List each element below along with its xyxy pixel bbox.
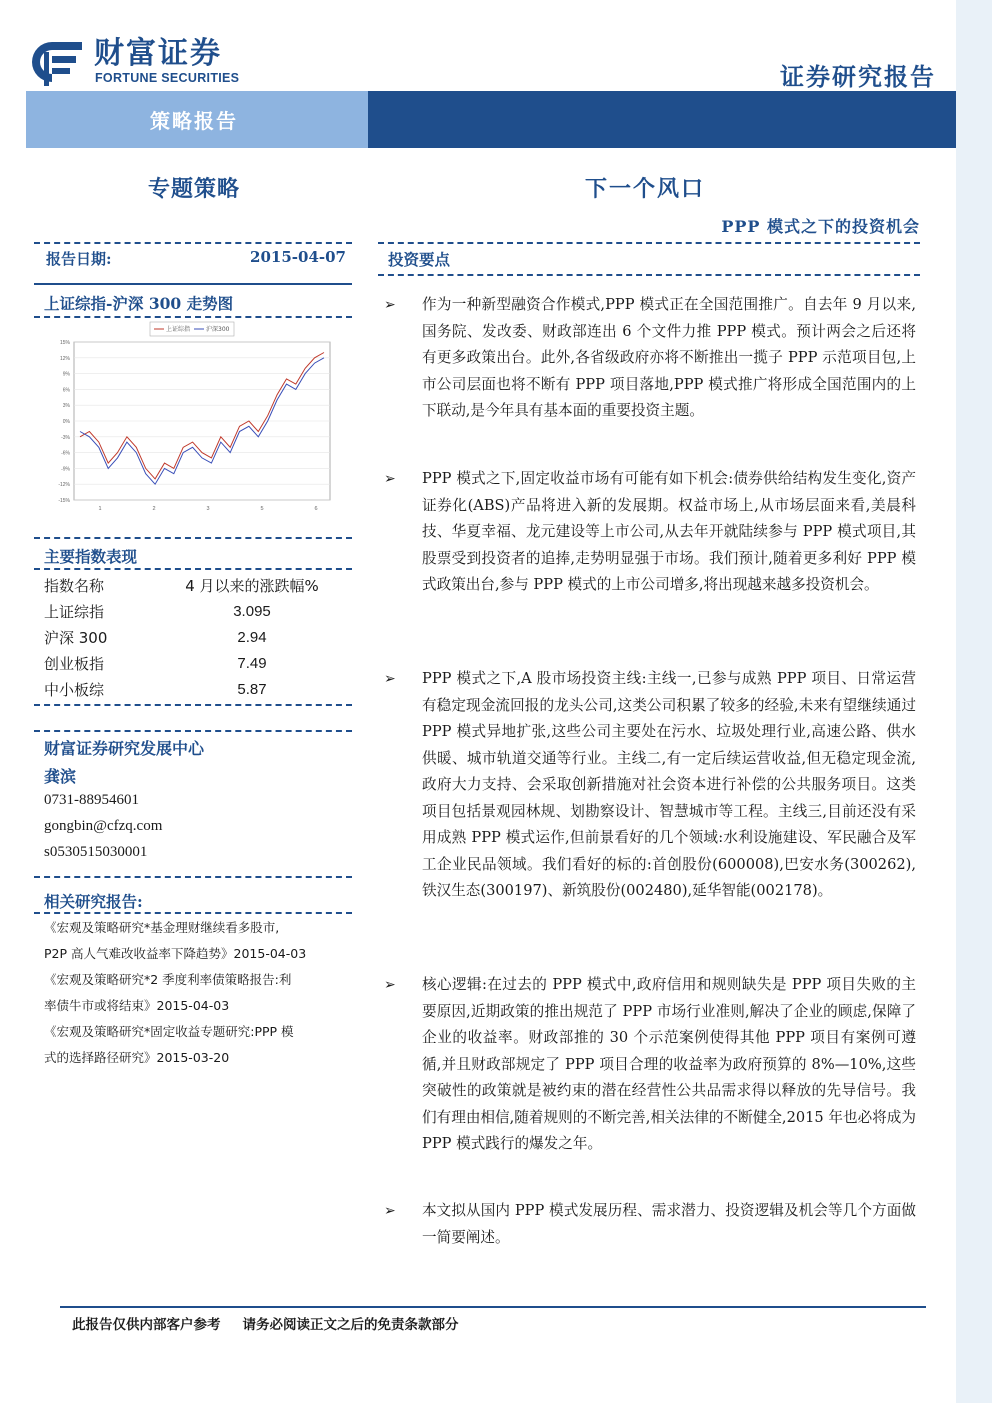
banner-label: 策略报告 bbox=[150, 109, 238, 133]
key-point-text: 作为一种新型融资合作模式,PPP 模式正在全国范围推广。自去年 9 月以来,国务院、发改委、财政部连出 6 个文件力推 PPP 模式。预计两会之后还将有更多政策出台。此外,各省级政府亦将不断推出一揽子 PPP 示范项目包,上市公司层面也将不断有 PPP 项目落地,PPP 模式推广将形成全国范围内的上下联动,是今年具有基本面的重要投资主题。 bbox=[422, 296, 916, 419]
index-performance-table bbox=[44, 572, 340, 702]
key-point-text: 本文拟从国内 PPP 模式发展历程、需求潜力、投资逻辑及机会等几个方面做一简要阐述。 bbox=[422, 1202, 916, 1246]
divider bbox=[34, 730, 352, 732]
index-trend-chart bbox=[34, 320, 350, 520]
bullet-arrow-icon: ➢ bbox=[384, 977, 396, 993]
index-name: 中小板综 bbox=[44, 680, 105, 699]
research-center-title: 财富证券研究发展中心 bbox=[44, 739, 205, 758]
related-reports-title: 相关研究报告: bbox=[44, 892, 143, 911]
divider bbox=[378, 274, 920, 276]
key-point-text: 核心逻辑:在过去的 PPP 模式中,政府信用和规则缺失是 PPP 项目失败的主要原因,近期政策的推出规范了 PPP 市场行业准则,解决了企业的顾虑,保障了企业的收益率。财政部推的 30 个示范案例使得其他 PPP 项目有案例可遵循,并且财政部规定了 PPP 项目合理的收益率为政府预算的 8%—10%,这些突破性的政策就是被约束的潜在经营性公共品需求得以释放的先导信号。我们有理由相信,随着规则的不断完善,相关法律的不断健全,2015 年也必将成为 PPP 模式践行的爆发之年。 bbox=[422, 976, 916, 1152]
related-reports-list bbox=[44, 915, 348, 1071]
table-row bbox=[44, 676, 340, 702]
footer-right-text: 请务必阅读正文之后的免责条款部分 bbox=[242, 1317, 459, 1333]
key-point-text: PPP 模式之下,固定收益市场有可能有如下机会:债券供给结构发生变化,资产证券化(ABS)产品将进入新的发展期。权益市场上,从市场层面来看,美晨科技、华夏幸福、龙元建设等上市公司,从去年开就陆续参与 PPP 模式项目,其股票受到投资者的追捧,走势明显强于市场。我们预计,随着更多利好 PPP 模式政策出台,参与 PPP 模式的上市公司增多,将出现越来越多投资机会。 bbox=[422, 470, 916, 593]
related-report-line[interactable]: 式的选择路径研究》2015-03-20 bbox=[44, 1050, 230, 1065]
page-title: 下一个风口 bbox=[585, 176, 706, 202]
y-tick-label: -6% bbox=[61, 450, 70, 457]
index-value: 5.87 bbox=[237, 680, 267, 698]
related-report-line[interactable]: 《宏观及策略研究*基金理财继续看多股市, bbox=[44, 920, 280, 935]
x-tick-label: 5 bbox=[260, 506, 264, 512]
chart-title: 上证综指-沪深 300 走势图 bbox=[44, 294, 234, 313]
footer-divider bbox=[60, 1306, 926, 1308]
y-tick-label: 3% bbox=[62, 403, 70, 410]
x-tick-label: 1 bbox=[98, 506, 102, 512]
divider bbox=[34, 568, 352, 570]
key-point-text: PPP 模式之下,A 股市场投资主线:主线一,已参与成熟 PPP 项目、日常运营有稳定现金流回报的龙头公司,这类公司积累了较多的经验,未来有望继续通过 PPP 模式异地扩张,这些公司主要处在污水、垃圾处理行业,高速公路、供水供暖、城市轨道交通等行业。主线二,有一定后续运营收益,但无稳定现金流,政府大力支持、会采取创新措施对社会资本进行补偿的公共服务项目。这类项目包括景观园林规、划勘察设计、智慧城市等工程。主线三,目前还没有采用成熟 PPP 模式运作,但前景看好的几个领域:水利设施建设、军民融合及军工企业民品领域。我们看好的标的:首创股份(600008),巴安水务(300262),铁汉生态(300197)、新筑股份(002480),延华智能(002178)。 bbox=[422, 670, 916, 899]
report-date-row bbox=[34, 248, 350, 270]
related-report-line[interactable]: 《宏观及策略研究*固定收益专题研究:PPP 模 bbox=[44, 1024, 294, 1039]
divider bbox=[34, 704, 352, 706]
index-name: 创业板指 bbox=[44, 654, 105, 673]
logo-english-name: FORTUNE SECURITIES bbox=[95, 71, 240, 85]
divider bbox=[34, 316, 352, 318]
bullet-arrow-icon: ➢ bbox=[384, 1203, 396, 1219]
key-points-title: 投资要点 bbox=[388, 250, 451, 269]
analyst-cert: s0530515030001 bbox=[44, 844, 148, 860]
report-type: 证券研究报告 bbox=[780, 62, 936, 91]
y-tick-label: -12% bbox=[58, 482, 70, 489]
index-value: 7.49 bbox=[237, 654, 267, 672]
page-side-strip bbox=[956, 0, 992, 1403]
page-subtitle: PPP 模式之下的投资机会 bbox=[721, 217, 920, 236]
index-name: 上证综指 bbox=[44, 602, 105, 621]
bullet-arrow-icon: ➢ bbox=[384, 297, 396, 313]
analyst-phone: 0731-88954601 bbox=[44, 792, 139, 808]
divider bbox=[378, 242, 920, 244]
report-date-label: 报告日期: bbox=[46, 250, 112, 268]
x-tick-label: 3 bbox=[206, 506, 210, 512]
logo-mark-icon bbox=[22, 38, 84, 86]
y-tick-label: 6% bbox=[62, 387, 70, 394]
table-header-row bbox=[44, 572, 340, 598]
y-tick-label: -9% bbox=[61, 466, 70, 473]
index-value: 2.94 bbox=[237, 628, 267, 646]
related-report-line[interactable]: P2P 高人气难改收益率下降趋势》2015-04-03 bbox=[44, 946, 307, 961]
index-name: 沪深 300 bbox=[44, 628, 108, 647]
index-value: 3.095 bbox=[233, 602, 271, 620]
report-date-value: 2015-04-07 bbox=[250, 248, 346, 266]
legend-label: 上证综指 bbox=[166, 326, 191, 333]
divider bbox=[34, 537, 352, 539]
divider bbox=[34, 912, 352, 914]
bullet-arrow-icon: ➢ bbox=[384, 671, 396, 687]
y-tick-label: 9% bbox=[62, 371, 70, 378]
table-row bbox=[44, 598, 340, 624]
divider bbox=[34, 242, 352, 244]
bullet-arrow-icon: ➢ bbox=[384, 471, 396, 487]
y-tick-label: -3% bbox=[61, 434, 70, 441]
chart-svg bbox=[34, 320, 350, 520]
divider bbox=[34, 876, 352, 878]
related-report-line[interactable]: 率债牛市或将结束》2015-04-03 bbox=[44, 998, 230, 1013]
y-tick-label: 0% bbox=[62, 419, 70, 425]
table-header-cell: 指数名称 bbox=[44, 576, 105, 595]
analyst-name: 龚滨 bbox=[44, 767, 77, 786]
footer-disclaimer bbox=[72, 1313, 459, 1333]
company-logo bbox=[22, 38, 262, 88]
category-banner bbox=[26, 91, 956, 148]
analyst-email: gongbin@cfzq.com bbox=[44, 818, 163, 834]
y-tick-label: 15% bbox=[59, 340, 70, 346]
related-report-line[interactable]: 《宏观及策略研究*2 季度利率债策略报告:利 bbox=[44, 972, 292, 987]
legend-label: 沪深300 bbox=[206, 326, 230, 333]
table-header-cell: 4 月以来的涨跌幅% bbox=[185, 576, 319, 595]
y-tick-label: 12% bbox=[59, 355, 70, 362]
footer-left-text: 此报告仅供内部客户参考 bbox=[72, 1317, 221, 1333]
banner-dark-band bbox=[368, 91, 956, 148]
table-row bbox=[44, 624, 340, 650]
logo-chinese-name: 财富证券 bbox=[94, 36, 222, 71]
table-row bbox=[44, 650, 340, 676]
index-section-title: 主要指数表现 bbox=[44, 547, 138, 566]
divider bbox=[34, 283, 352, 285]
x-tick-label: 6 bbox=[314, 506, 318, 512]
y-tick-label: -15% bbox=[58, 498, 70, 504]
category-title: 专题策略 bbox=[148, 176, 241, 202]
x-tick-label: 2 bbox=[152, 506, 156, 512]
